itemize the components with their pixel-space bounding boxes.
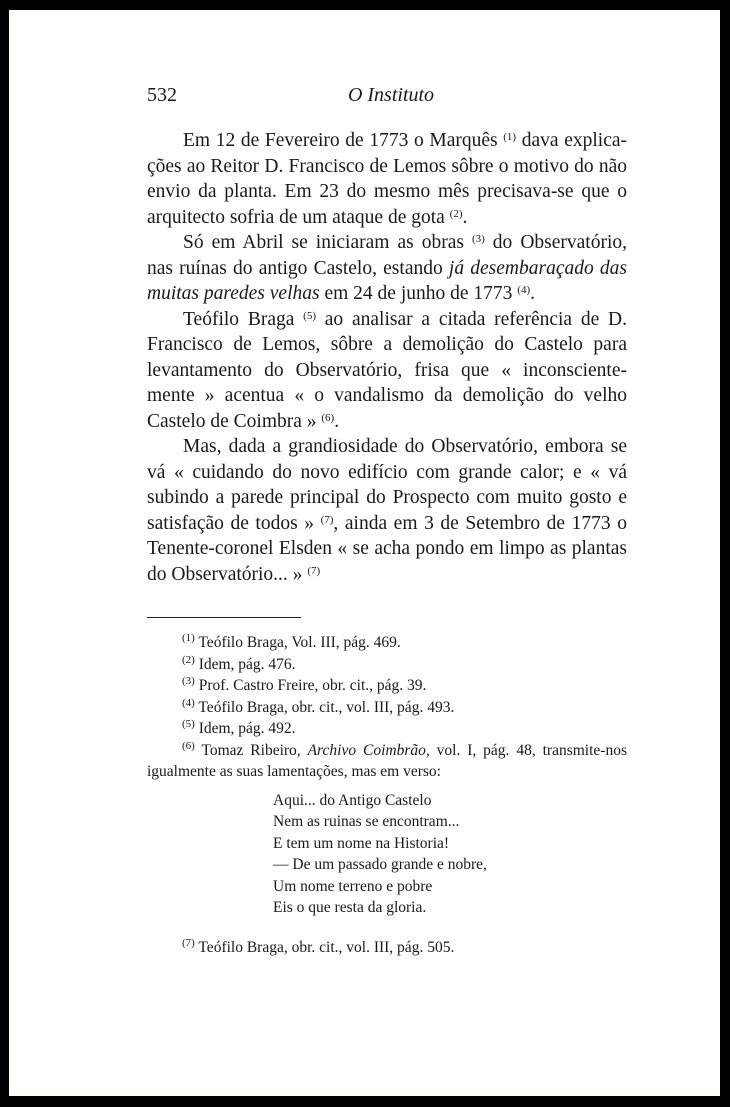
- running-title: O Instituto: [347, 84, 435, 106]
- footnote-number: (6): [182, 739, 195, 752]
- page-header: [147, 84, 635, 114]
- footnote-number: (3): [182, 675, 195, 687]
- footnote-ref: (4): [517, 284, 531, 296]
- footnote-number: (4): [182, 696, 195, 709]
- footnote: $^{(1)}$ Teófilo Braga, Vol. III, pág. 469.: [182, 632, 401, 651]
- page-number: 532: [147, 84, 177, 106]
- footnote: $^{(2)}$ Idem, pág. 476.: [182, 653, 296, 673]
- paragraph: Em 12 de Fevereiro de 1773 o Marquês $^{(1)}$ dava explica-ções ao Reitor D. Francisco de Lemos sôbre o motivo do não envio da planta. Em 23 do mesmo mês precisava-se que o arquitecto sofria de um ataque de gota $^{(2)}$.: [147, 130, 627, 228]
- footnote-number: (2): [182, 653, 195, 666]
- poem-line: Nem as ruinas se encontram...: [273, 813, 460, 831]
- footnote: $^{(3)}$ Prof. Castro Freire, obr. cit., pág. 39.: [182, 675, 427, 694]
- footnote-number: (1): [182, 632, 195, 644]
- footnote-ref: (7): [320, 513, 334, 526]
- book-page: [9, 10, 720, 1096]
- poem: [273, 790, 627, 920]
- poem-line: E tem um nome na Historia!: [273, 834, 450, 852]
- footnote-ref: (6): [321, 411, 335, 424]
- paragraph: Teófilo Braga $^{(5)}$ ao analisar a citada referência de D. Francisco de Lemos, sôbre a demolição do Castelo para levantamento do Observatório, frisa que « inconsciente-mente » acentua « o vandalismo da demolição do velho Castelo de Coimbra » $^{(6)}$.: [147, 308, 627, 432]
- poem-line: — De um passado grande e nobre,: [273, 856, 487, 874]
- footnote-number: (7): [182, 937, 195, 950]
- footnote-divider: [147, 617, 301, 618]
- poem-line: Um nome terreno e pobre: [273, 877, 433, 895]
- footnotes: [147, 632, 627, 959]
- footnote: $^{(7)}$ Teófilo Braga, obr. cit., vol. III, pág. 505.: [182, 937, 455, 957]
- footnote-ref: (7): [307, 564, 321, 577]
- poem-line: Aqui... do Antigo Castelo: [273, 791, 432, 809]
- italic-quote: já desembaraçado das muitas paredes velhas: [147, 257, 627, 304]
- paragraph: Só em Abril se iniciaram as obras $^{(3)}$ do Observatório, nas ruínas do antigo Castelo, estando já desembaraçado das muitas paredes velhas em 24 de junho de 1773 $^{(4)}$.: [147, 232, 628, 304]
- italic-title: Archivo Coimbrão,: [307, 741, 430, 759]
- paragraph: Mas, dada a grandiosidade do Observatório, embora se vá « cuidando do novo edifício com grande calor; e « vá subindo a parede principal do Prospecto com muito gosto e satisfação de todos » $^{(7)}$, ainda em 3 de Setembro de 1773 o Tenente-coronel Elsden « se acha pondo em limpo as plantas do Observatório... » $^{(7)}$: [147, 436, 627, 585]
- footnote-ref: (3): [471, 233, 485, 245]
- footnote-ref: (1): [503, 131, 517, 143]
- footnote-ref: (2): [449, 207, 463, 220]
- footnote: $^{(4)}$ Teófilo Braga, obr. cit., vol. III, pág. 493.: [182, 696, 455, 716]
- poem-line: Eis o que resta da gloria.: [273, 899, 427, 917]
- footnote: $^{(5)}$ Idem, pág. 492.: [182, 718, 296, 737]
- footnote-number: (5): [182, 718, 195, 730]
- footnote: $^{(6)}$ Tomaz Ribeiro, Archivo Coimbrão, vol. I, pág. 48, transmite-nos igualmente as suas lamentações, mas em verso:: [147, 739, 627, 780]
- footnote-ref: (5): [303, 309, 316, 322]
- body-text: [147, 128, 627, 587]
